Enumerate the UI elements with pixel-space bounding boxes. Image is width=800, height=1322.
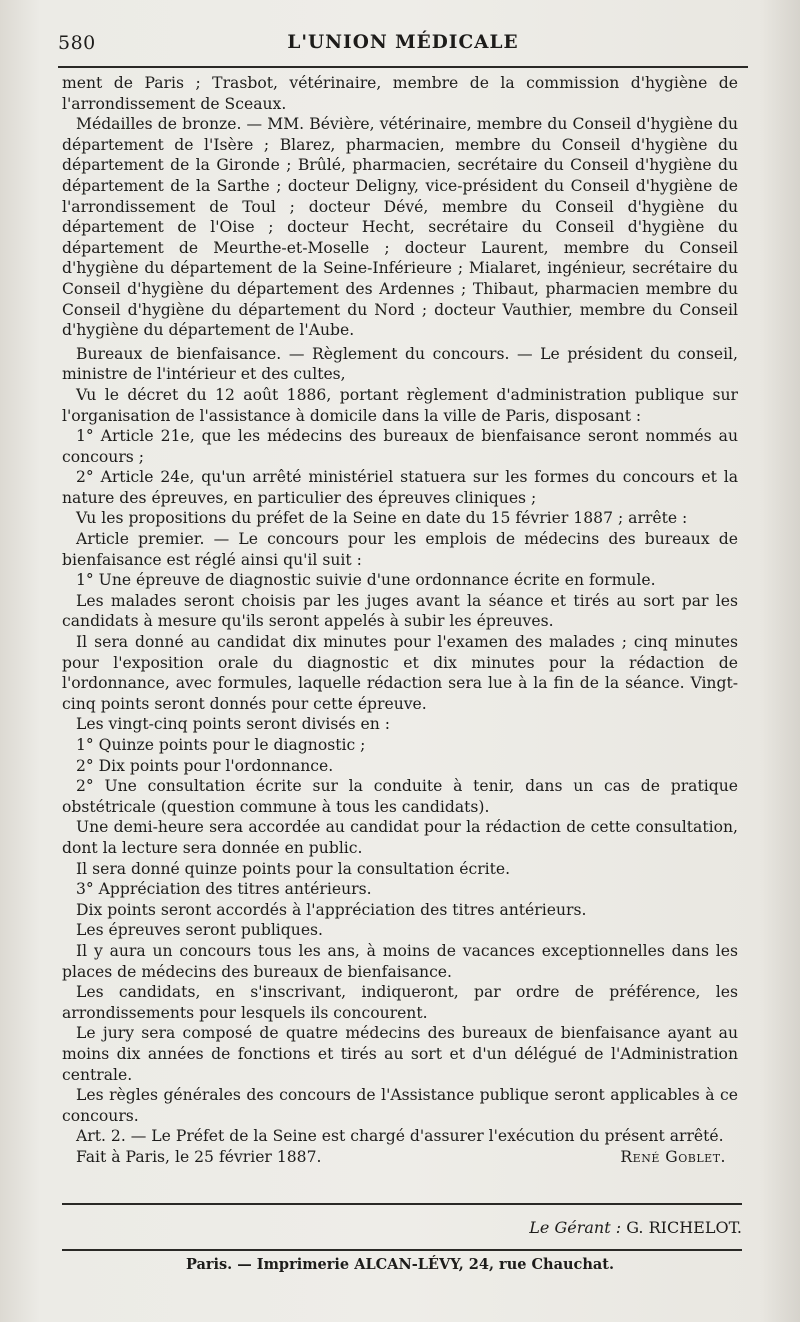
paragraph: Le jury sera composé de quatre médecins des bureaux de bienfaisance ayant au moins dix années de fonctions et tirés au sort et d'un délégué de l'Administration centrale. [62, 1024, 738, 1084]
imprint-rule [62, 1249, 742, 1251]
paragraph: 1° Article 21e, que les médecins des bureaux de bienfaisance seront nommés au concours ; [62, 427, 738, 466]
header-rule [58, 66, 748, 68]
paragraph: Vu les propositions du préfet de la Seine en date du 15 février 1887 ; arrête : [76, 509, 688, 528]
paragraph: Dix points seront accordés à l'appréciation des titres antérieurs. [76, 900, 587, 919]
signature-place-date: Fait à Paris, le 25 février 1887. [76, 1147, 322, 1166]
gerant-label: Le Gérant : [529, 1218, 622, 1237]
footer-rule [62, 1203, 742, 1205]
paragraph: 1° Quinze points pour le diagnostic ; [76, 736, 366, 754]
paragraph: Il y aura un concours tous les ans, à moins de vacances exceptionnelles dans les places de médecins des bureaux de bienfaisance. [62, 941, 738, 981]
paragraph: Article premier. — Le concours pour les emplois de médecins des bureaux de bienfaisance est réglé ainsi qu'il suit : [62, 530, 738, 569]
paragraph: 2° Dix points pour l'ordonnance. [76, 756, 334, 775]
paragraph: Une demi-heure sera accordée au candidat pour la rédaction de cette consultation, dont la lecture sera donnée en public. [62, 818, 738, 857]
paragraph: Les règles générales des concours de l'Assistance publique seront applicables à ce concours. [62, 1086, 738, 1125]
imprint-line: Paris. — Imprimerie ALCAN-LÉVY, 24, rue Chauchat. [185, 1256, 615, 1273]
paragraph: Bureaux de bienfaisance. — Règlement du concours. — Le président du conseil, ministre de l'intérieur et des cultes, [62, 344, 738, 384]
paragraph: Il sera donné au candidat dix minutes pour l'examen des malades ; cinq minutes pour l'exposition orale du diagnostic et dix minutes pour la rédaction de l'ordonnance, avec formules, laquelle rédaction sera lue à la fin de la séance. Vingt-cinq points seront donnés pour cette épreuve. [62, 633, 738, 713]
page-header [58, 32, 748, 62]
page-number: 580 [58, 32, 96, 54]
paragraph: 1° Une épreuve de diagnostic suivie d'une ordonnance écrite en formule. [76, 571, 656, 590]
paragraph: Médailles de bronze. — MM. Bévière, vétérinaire, membre du Conseil d'hygiène du département de l'Isère ; Blarez, pharmacien, membre du Conseil d'hygiène du département de la Gironde ; Brûlé, pharmacien, secrétaire du Conseil d'hygiène du département de la Sarthe ; docteur Deligny, vice-président du Conseil d'hygiène de l'arrondissement de Toul ; docteur Dévé, membre du Conseil d'hygiène du département de l'Oise ; docteur Hecht, secrétaire du Conseil d'hygiène du département de Meurthe-et-Moselle ; docteur Laurent, membre du Conseil d'hygiène du département de la Seine-Inférieure ; Mialaret, ingénieur, secrétaire du Conseil d'hygiène du département des Ardennes ; Thibaut, pharmacien membre du Conseil d'hygiène du département du Nord ; docteur Vauthier, membre du Conseil d'hygiène du département de l'Aube. [62, 115, 738, 340]
paragraph: Les vingt-cinq points seront divisés en : [76, 715, 391, 734]
paragraph: Les épreuves seront publiques. [76, 921, 324, 940]
paragraph: Il sera donné quinze points pour la consultation écrite. [76, 859, 511, 878]
paragraph: Les malades seront choisis par les juges avant la séance et tirés au sort par les candidats à mesure qu'ils seront appelés à subir les épreuves. [62, 591, 738, 631]
paragraph: Vu le décret du 12 août 1886, portant règlement d'administration publique sur l'organisation de l'assistance à domicile dans la ville de Paris, disposant : [62, 385, 738, 425]
journal-title: L'UNION MÉDICALE [287, 32, 519, 53]
gerant-line [529, 1218, 742, 1237]
signature-signer: René Goblet. [620, 1147, 726, 1166]
paragraph: ment de Paris ; Trasbot, vétérinaire, membre de la commission d'hygiène de l'arrondissement de Sceaux. [62, 74, 738, 113]
gerant-name: G. RICHELOT. [626, 1218, 742, 1237]
signature-line [62, 1147, 738, 1168]
paragraph: 3° Appréciation des titres antérieurs. [76, 880, 372, 899]
paragraph: Art. 2. — Le Préfet de la Seine est chargé d'assurer l'exécution du présent arrêté. [76, 1127, 724, 1146]
paragraph: 2° Une consultation écrite sur la conduite à tenir, dans un cas de pratique obstétricale (question commune à tous les candidats). [62, 777, 738, 816]
paragraph: 2° Article 24e, qu'un arrêté ministériel statuera sur les formes du concours et la nature des épreuves, en particulier des épreuves cliniques ; [62, 468, 738, 507]
paragraph: Les candidats, en s'inscrivant, indiqueront, par ordre de préférence, les arrondissements pour lesquels ils concourent. [62, 983, 738, 1022]
article-body [62, 73, 738, 1168]
